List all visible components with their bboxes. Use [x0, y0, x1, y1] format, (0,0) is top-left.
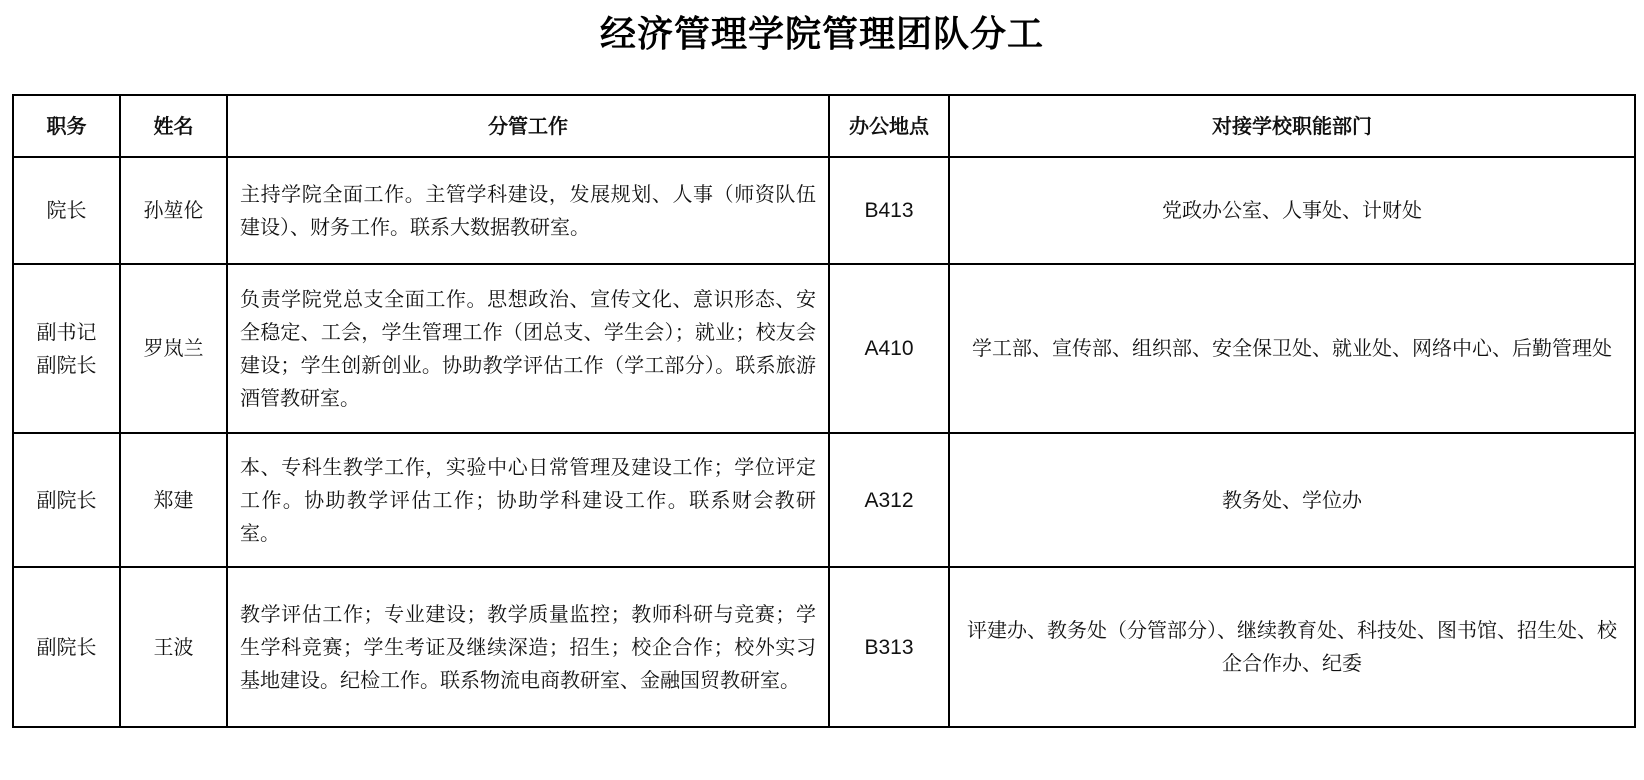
duties-cell: 负责学院党总支全面工作。思想政治、宣传文化、意识形态、安全稳定、工会，学生管理工作（团总支、学生会）；就业；校友会建设；学生创新创业。协助教学评估工作（学工部分）。联系旅游酒管教研室。 [227, 264, 829, 433]
name-cell: 郑建 [120, 433, 227, 567]
name-cell: 罗岚兰 [120, 264, 227, 433]
header-duties: 分管工作 [227, 95, 829, 157]
departments-cell: 教务处、学位办 [949, 433, 1635, 567]
header-departments: 对接学校职能部门 [949, 95, 1635, 157]
header-name: 姓名 [120, 95, 227, 157]
departments-cell: 评建办、教务处（分管部分）、继续教育处、科技处、图书馆、招生处、校企合作办、纪委 [949, 567, 1635, 727]
table-row [13, 264, 1635, 433]
duties-cell: 本、专科生教学工作，实验中心日常管理及建设工作；学位评定工作。协助教学评估工作；协助学科建设工作。联系财会教研室。 [227, 433, 829, 567]
position-cell [13, 264, 120, 433]
duties-cell: 教学评估工作；专业建设；教学质量监控；教师科研与竞赛；学生学科竞赛；学生考证及继续深造；招生；校企合作；校外实习基地建设。纪检工作。联系物流电商教研室、金融国贸教研室。 [227, 567, 829, 727]
office-cell: B313 [829, 567, 949, 727]
position-line: 副书记 [36, 319, 97, 344]
departments-cell: 党政办公室、人事处、计财处 [949, 157, 1635, 264]
position-line: 副院长 [36, 487, 97, 512]
table-row [13, 567, 1635, 727]
position-line: 院长 [46, 198, 87, 222]
office-cell: B413 [829, 157, 949, 264]
table-row [13, 157, 1635, 264]
header-row [13, 95, 1635, 157]
duties-cell: 主持学院全面工作。主管学科建设，发展规划、人事（师资队伍建设）、财务工作。联系大数据教研室。 [227, 157, 829, 264]
page-title: 经济管理学院管理团队分工 [599, 14, 1044, 55]
name-cell: 孙堃伦 [120, 157, 227, 264]
table-row [13, 433, 1635, 567]
office-cell: A410 [829, 264, 949, 433]
position-cell [13, 567, 120, 727]
name-cell: 王波 [120, 567, 227, 727]
division-table [12, 94, 1636, 728]
departments-cell: 学工部、宣传部、组织部、安全保卫处、就业处、网络中心、后勤管理处 [949, 264, 1635, 433]
header-position: 职务 [13, 95, 120, 157]
position-line: 副院长 [36, 634, 97, 659]
position-line: 副院长 [36, 352, 97, 377]
office-cell: A312 [829, 433, 949, 567]
position-cell [13, 157, 120, 264]
position-cell [13, 433, 120, 567]
header-office: 办公地点 [829, 95, 949, 157]
